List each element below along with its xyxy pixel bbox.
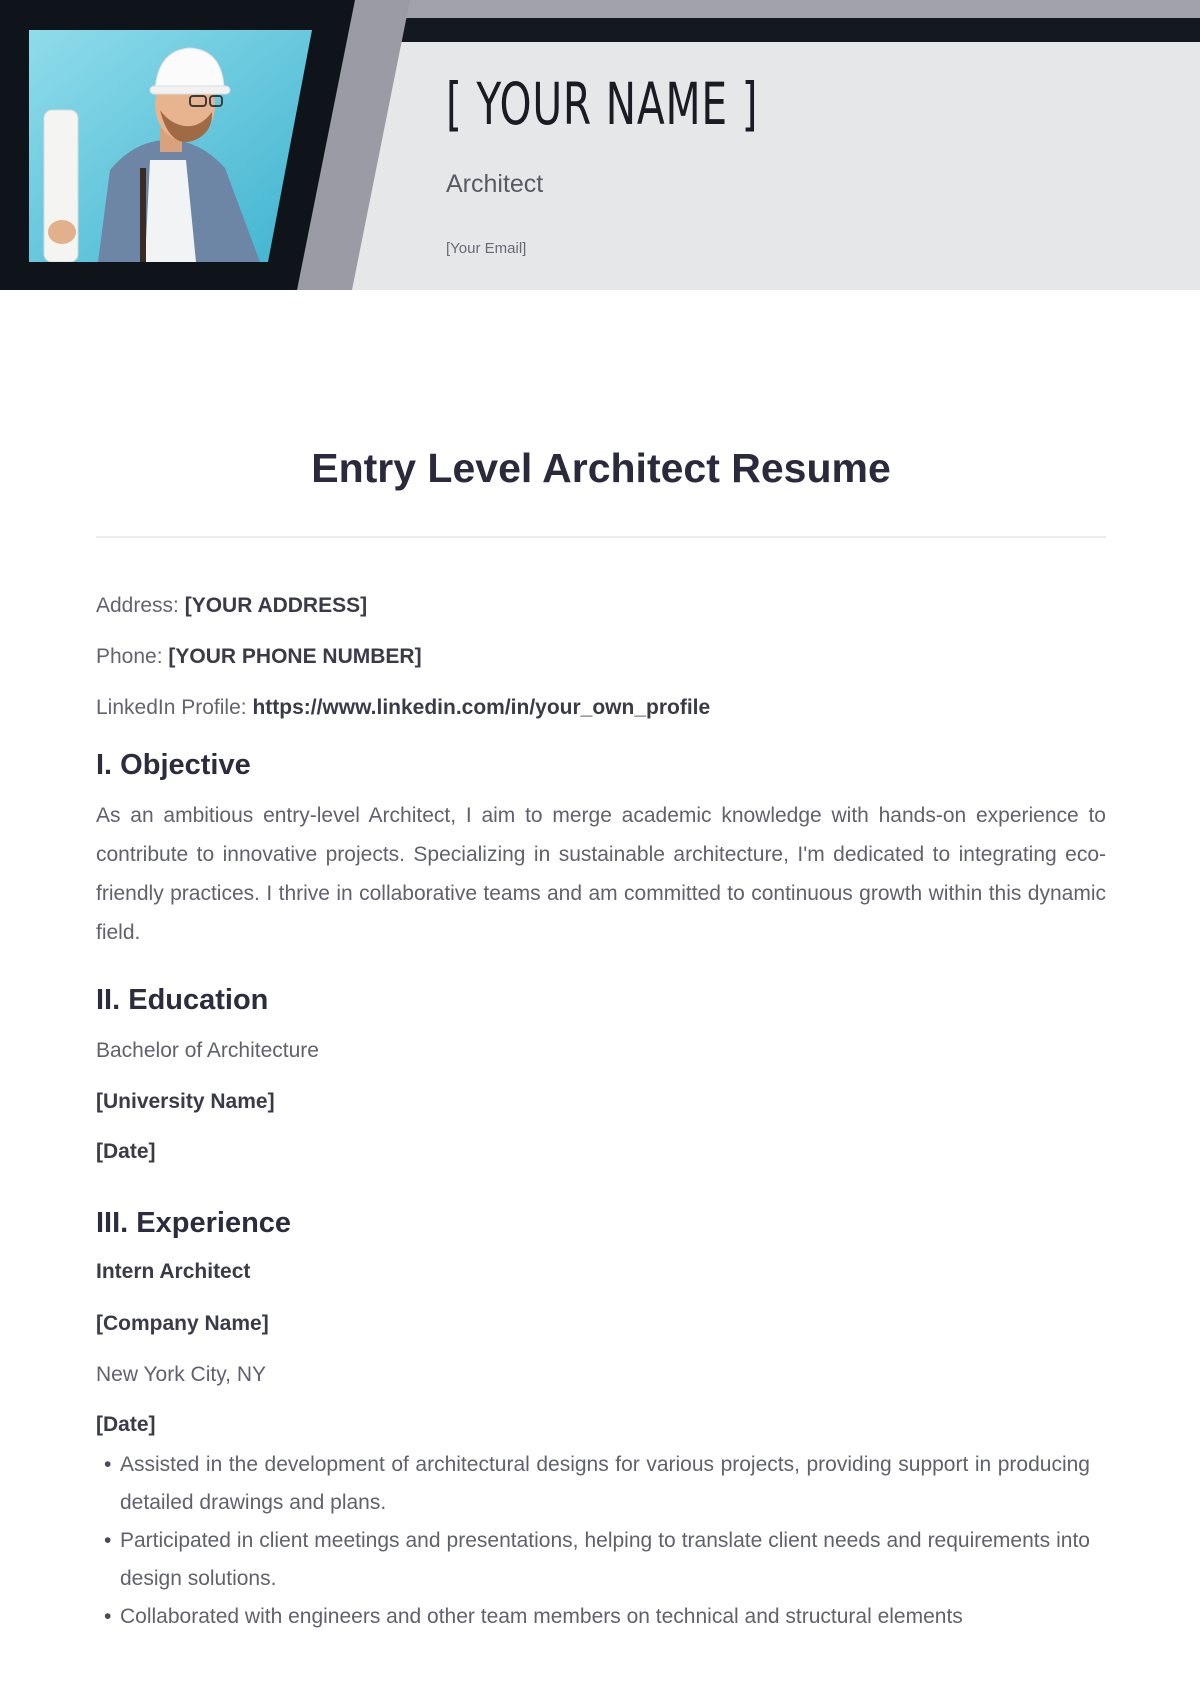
list-item: • Participated in client meetings and presentations, helping to translate client needs and requirements into design solutions. <box>96 1522 1106 1598</box>
objective-text: As an ambitious entry-level Architect, I aim to merge academic knowledge with hands-on experience to contribute to innovative projects. Specializing in sustainable architecture, I'm dedicated to integrating eco-friendly practices. I thrive in collaborative teams and am committed to continuous growth within this dynamic field. <box>96 804 1106 944</box>
name-block <box>446 72 846 136</box>
address-value: [YOUR ADDRESS] <box>184 594 368 617</box>
education-date: [Date] <box>96 1140 156 1163</box>
experience-position: Intern Architect <box>96 1260 251 1283</box>
linkedin-label: LinkedIn Profile: <box>96 696 247 719</box>
candidate-name: [ YOUR NAME ] <box>446 70 759 138</box>
education-heading: II. Education <box>96 984 269 1016</box>
header-banner <box>0 0 1200 290</box>
list-item: • Assisted in the development of architectural designs for various projects, providing support in producing detailed drawings and plans. <box>96 1446 1106 1522</box>
profile-photo <box>0 0 1200 290</box>
education-university: [University Name] <box>96 1090 275 1113</box>
contact-info <box>96 594 1106 720</box>
objective-heading: I. Objective <box>96 749 251 781</box>
page-title: Entry Level Architect Resume <box>311 445 891 491</box>
experience-location: New York City, NY <box>96 1363 266 1386</box>
phone-label: Phone: <box>96 645 163 668</box>
candidate-role: Architect <box>446 170 544 198</box>
resume-content <box>96 440 1106 1636</box>
contact-linkedin <box>96 696 1106 720</box>
experience-date: [Date] <box>96 1413 156 1436</box>
contact-address <box>96 594 1106 618</box>
linkedin-link[interactable]: https://www.linkedin.com/in/your_own_profile <box>252 696 711 719</box>
address-label: Address: <box>96 594 179 617</box>
divider <box>96 536 1106 538</box>
phone-value: [YOUR PHONE NUMBER] <box>168 645 422 668</box>
experience-bullets <box>96 1446 1106 1636</box>
contact-phone <box>96 645 1106 669</box>
candidate-email: [Your Email] <box>446 240 527 257</box>
experience-company: [Company Name] <box>96 1312 269 1335</box>
education-degree: Bachelor of Architecture <box>96 1039 319 1062</box>
experience-heading: III. Experience <box>96 1207 292 1239</box>
list-item: • Collaborated with engineers and other team members on technical and structural elements <box>96 1598 1106 1636</box>
